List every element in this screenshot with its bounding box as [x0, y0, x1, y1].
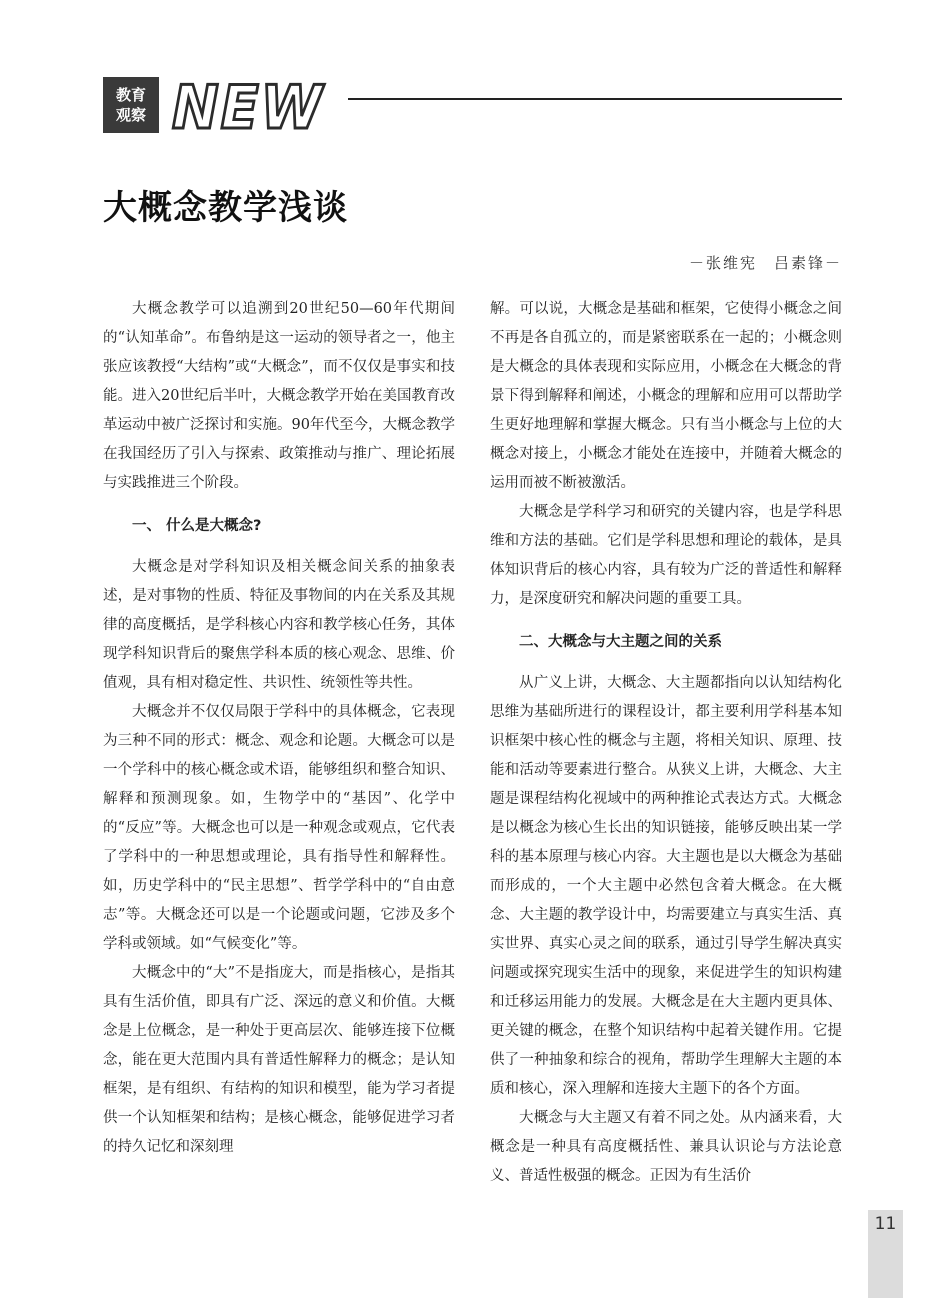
body-paragraph: 大概念并不仅仅局限于学科中的具体概念，它表现为三种不同的形式：概念、观念和论题。大概念可以是一个学科中的核心概念或术语，能够组织和整合知识、解释和预测现象。如，生物学中的“基因”、化学中的“反应”等。大概念也可以是一种观念或观点，它代表了学科中的一种思想或理论，具有指导性和解释性。如，历史学科中的“民主思想”、哲学学科中的“自由意志”等。大概念还可以是一个论题或问题，它涉及多个学科或领域。如“气候变化”等。 [103, 704, 455, 952]
body-paragraph: 大概念教学可以追溯到20世纪50—60年代期间的“认知革命”。布鲁纳是这一运动的领导者之一，他主张应该教授“大结构”或“大概念”，而不仅仅是事实和技能。进入20世纪后半叶，大概念教学开始在美国教育改革运动中被广泛探讨和实施。90年代至今，大概念教学在我国经历了引入与探索、政策推动与推广、理论拓展与实践推进三个阶段。 [103, 301, 455, 491]
body-paragraph: 大概念是学科学习和研究的关键内容，也是学科思维和方法的基础。它们是学科思想和理论的载体，是具体知识背后的核心内容，具有较为广泛的普适性和解释力，是深度研究和解决问题的重要工具。 [490, 504, 842, 607]
right-column [490, 295, 842, 1191]
page-number: 11 [874, 1214, 897, 1234]
new-logo [170, 76, 330, 134]
section-label-line1: 教育 [115, 86, 146, 104]
section-heading: 二、大概念与大主题之间的关系 [519, 634, 722, 650]
left-column [103, 295, 455, 1162]
body-paragraph: 大概念中的“大”不是指庞大，而是指核心，是指其具有生活价值，即具有广泛、深远的意义和价值。大概念是上位概念，是一种处于更高层次、能够连接下位概念，能在更大范围内具有普适性解释力的概念；是认知框架，是有组织、有结构的知识和模型，能为学习者提供一个认知框架和结构；是核心概念，能够促进学习者的持久记忆和深刻理 [103, 965, 455, 1155]
body-paragraph: 解。可以说，大概念是基础和框架，它使得小概念之间不再是各自孤立的，而是紧密联系在一起的；小概念则是大概念的具体表现和实际应用，小概念在大概念的背景下得到解释和阐述，小概念的理解和应用可以帮助学生更好地理解和掌握大概念。只有当小概念与上位的大概念对接上，小概念才能处在连接中，并随着大概念的运用而被不断被激活。 [490, 301, 842, 491]
header-rule [348, 98, 842, 100]
section-badge [103, 77, 159, 133]
article-title: 大概念教学浅谈 [103, 188, 348, 228]
body-paragraph: 大概念是对学科知识及相关概念间关系的抽象表述，是对事物的性质、特征及事物间的内在关系及其规律的高度概括，是学科核心内容和教学核心任务，其体现学科知识背后的聚焦学科本质的核心观念、思维、价值观，具有相对稳定性、共识性、统领性等共性。 [103, 559, 455, 691]
body-paragraph: 大概念与大主题又有着不同之处。从内涵来看，大概念是一种具有高度概括性、兼具认识论与方法论意义、普适性极强的概念。正因为有生活价 [490, 1110, 842, 1184]
new-logo-text: NEW [172, 76, 325, 134]
article-authors: －张维宪 吕素锋－ [688, 254, 842, 272]
section-label-line2: 观察 [115, 106, 146, 124]
body-paragraph: 从广义上讲，大概念、大主题都指向以认知结构化思维为基础所进行的课程设计，都主要利用学科基本知识框架中核心性的概念与主题，将相关知识、原理、技能和活动等要素进行整合。从狭义上讲，大概念、大主题是课程结构化视域中的两种推论式表达方式。大概念是以概念为核心生长出的知识链接，能够反映出某一学科的基本原理与核心内容。大主题也是以大概念为基础而形成的，一个大主题中必然包含着大概念。在大概念、大主题的教学设计中，均需要建立与真实生活、真实世界、真实心灵之间的联系，通过引导学生解决真实问题或探究现实生活中的现象，来促进学生的知识构建和迁移运用能力的发展。大概念是在大主题内更具体、更关键的概念，在整个知识结构中起着关键作用。它提供了一种抽象和综合的视角，帮助学生理解大主题的本质和核心，深入理解和连接大主题下的各个方面。 [490, 675, 842, 1097]
section-heading: 一、 什么是大概念? [132, 518, 262, 534]
